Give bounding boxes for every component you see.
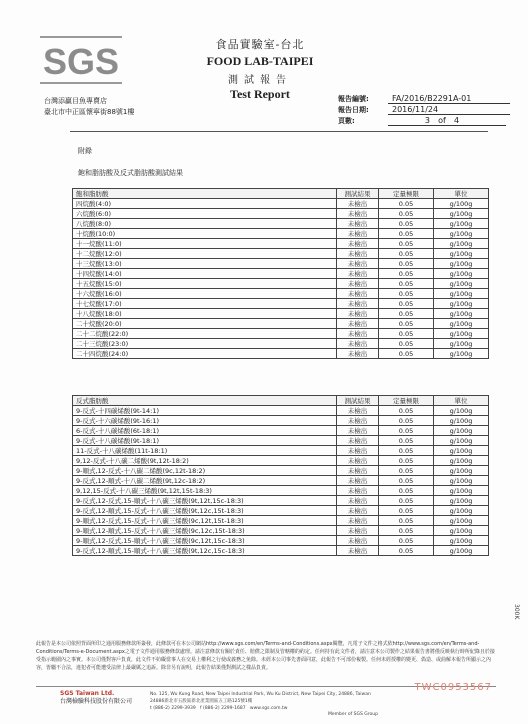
table-cell: 0.05 <box>379 219 434 229</box>
table-cell: 0.05 <box>379 496 434 506</box>
table-cell: 未檢出 <box>337 299 379 309</box>
table-cell: 0.05 <box>379 416 434 426</box>
table-cell: 0.05 <box>379 506 434 516</box>
table-cell: 二十烷酸(20:0) <box>73 319 337 329</box>
saturated-fatty-acid-table <box>72 188 489 359</box>
table-cell: 未檢出 <box>337 426 379 436</box>
website: www.sgs.com.tw <box>249 706 288 711</box>
table-cell: 未檢出 <box>337 466 379 476</box>
table-cell: g/100g <box>434 199 489 209</box>
table-cell: 0.05 <box>379 249 434 259</box>
table-cell: 0.05 <box>379 279 434 289</box>
table-row <box>73 239 489 249</box>
table-cell: 11-反式-十八碳烯酸(11t-18:1) <box>73 446 337 456</box>
company-name-en: SGS Taiwan Ltd. <box>60 690 115 697</box>
table-cell: 四烷酸(4:0) <box>73 199 337 209</box>
header-divider <box>70 131 488 132</box>
table-cell: 0.05 <box>379 289 434 299</box>
table-cell: 9-順式,12-順式,15-反式-十八碳三烯酸(9c,12c,15t-18:3) <box>73 526 337 536</box>
table-row <box>73 536 489 546</box>
table-cell: 0.05 <box>379 486 434 496</box>
table-cell: 0.05 <box>379 259 434 269</box>
table-cell: g/100g <box>434 436 489 446</box>
footer-company <box>60 690 132 706</box>
table-cell: 9-反式-十八碳烯酸(9t-18:1) <box>73 436 337 446</box>
table-cell: 0.05 <box>379 319 434 329</box>
table-cell: g/100g <box>434 209 489 219</box>
table-cell: g/100g <box>434 309 489 319</box>
table-cell: 未檢出 <box>337 249 379 259</box>
table-cell: 未檢出 <box>337 349 379 359</box>
table-cell: 0.05 <box>379 209 434 219</box>
column-header: 單位 <box>434 396 489 406</box>
table-cell: g/100g <box>434 456 489 466</box>
table-cell: 0.05 <box>379 476 434 486</box>
table-cell: 9-順式,12-反式-十八碳二烯酸(9c,12t-18:2) <box>73 466 337 476</box>
page-current: 3 <box>424 115 430 125</box>
table-cell: 9,12,15-反式-十八碳三烯酸(9t,12t,15t-18:3) <box>73 486 337 496</box>
table-cell: 十烷酸(10:0) <box>73 229 337 239</box>
table-row <box>73 269 489 279</box>
table-row <box>73 406 489 416</box>
table-cell: g/100g <box>434 349 489 359</box>
table-cell: 0.05 <box>379 536 434 546</box>
table-cell: g/100g <box>434 466 489 476</box>
table-row <box>73 309 489 319</box>
page-count-label: 頁數: <box>338 116 355 125</box>
column-header: 反式脂肪酸 <box>73 396 337 406</box>
table-cell: g/100g <box>434 219 489 229</box>
table-cell: 未檢出 <box>337 209 379 219</box>
table-row <box>73 446 489 456</box>
table-cell: g/100g <box>434 339 489 349</box>
column-header: 單位 <box>434 189 489 199</box>
table-cell: 0.05 <box>379 436 434 446</box>
table-cell: 未檢出 <box>337 506 379 516</box>
table-row <box>73 506 489 516</box>
table-cell: 未檢出 <box>337 416 379 426</box>
table-cell: 0.05 <box>379 446 434 456</box>
table-cell: g/100g <box>434 536 489 546</box>
address-cn: 24886新北市五股區新北產業園區五工路125號1樓 <box>150 699 253 704</box>
table-cell: 未檢出 <box>337 229 379 239</box>
table-cell: 未檢出 <box>337 259 379 269</box>
table-cell: 未檢出 <box>337 526 379 536</box>
lab-name-en: FOOD LAB-TAIPEI <box>206 54 314 68</box>
table-cell: 八烷酸(8:0) <box>73 219 337 229</box>
table-cell: g/100g <box>434 406 489 416</box>
contact-line <box>150 705 410 712</box>
table-cell: 9-反式,12-順式,15-順式-十八碳三烯酸(9t,12c,15c-18:3) <box>73 546 337 556</box>
report-no-value: FA/2016/B2291A-01 <box>388 94 510 104</box>
table-cell: g/100g <box>434 416 489 426</box>
svg-text:SGS: SGS <box>42 41 120 82</box>
table-cell: g/100g <box>434 546 489 556</box>
serial-number: TWC0953567 <box>414 682 492 693</box>
client-info <box>44 96 134 118</box>
table-row <box>73 319 489 329</box>
table-cell: g/100g <box>434 239 489 249</box>
table-cell: 9-反式-十四碳烯酸(9t-14:1) <box>73 406 337 416</box>
table-cell: 9-反式,12-順式-十八碳二烯酸(9t,12c-18:2) <box>73 476 337 486</box>
table-cell: 未檢出 <box>337 319 379 329</box>
table-cell: 未檢出 <box>337 406 379 416</box>
lab-title-block <box>190 36 330 102</box>
table-cell: 0.05 <box>379 466 434 476</box>
table-cell: g/100g <box>434 476 489 486</box>
table-cell: 0.05 <box>379 426 434 436</box>
table-row <box>73 199 489 209</box>
table-cell: g/100g <box>434 526 489 536</box>
table-cell: 未檢出 <box>337 279 379 289</box>
table-cell: g/100g <box>434 249 489 259</box>
side-code: 300K <box>513 604 520 620</box>
table-row <box>73 229 489 239</box>
table-cell: 9-反式-十六碳烯酸(9t-16:1) <box>73 416 337 426</box>
lab-name-cn: 食品實驗室-台北 <box>215 38 305 51</box>
table-cell: 0.05 <box>379 546 434 556</box>
table-cell: 未檢出 <box>337 339 379 349</box>
page-total: 4 <box>454 115 460 125</box>
table-cell: 未檢出 <box>337 546 379 556</box>
table-cell: 未檢出 <box>337 446 379 456</box>
table-row <box>73 496 489 506</box>
table-row <box>73 339 489 349</box>
table-cell: 0.05 <box>379 526 434 536</box>
table-cell: g/100g <box>434 446 489 456</box>
table-row <box>73 349 489 359</box>
page-of: of <box>438 115 446 125</box>
table-cell: g/100g <box>434 259 489 269</box>
table-cell: g/100g <box>434 269 489 279</box>
table-cell: 0.05 <box>379 239 434 249</box>
table-cell: 0.05 <box>379 199 434 209</box>
table-cell: g/100g <box>434 229 489 239</box>
client-address: 臺北市中正區懷寧街88號1樓 <box>44 108 135 116</box>
member-of-sgs: Member of SGS Group <box>327 712 378 717</box>
table-cell: g/100g <box>434 289 489 299</box>
table-cell: 0.05 <box>379 516 434 526</box>
table-cell: 0.05 <box>379 299 434 309</box>
table-cell: 未檢出 <box>337 289 379 299</box>
phone: t (886-2) 2299-3939 <box>150 706 196 711</box>
table-row <box>73 329 489 339</box>
table-row <box>73 259 489 269</box>
table-cell: 十一烷酸(11:0) <box>73 239 337 249</box>
address-en: No. 125, Wu Kung Road, New Taipei Industrial Park, Wu Ku District, New Taipei City, 24886, Taiwan <box>150 692 371 697</box>
table-cell: 十二烷酸(12:0) <box>73 249 337 259</box>
table-cell: 二十四烷酸(24:0) <box>73 349 337 359</box>
table-cell: 0.05 <box>379 349 434 359</box>
table-row <box>73 426 489 436</box>
table-row <box>73 546 489 556</box>
table-cell: 未檢出 <box>337 516 379 526</box>
table-cell: 未檢出 <box>337 309 379 319</box>
report-date-value: 2016/11/24 <box>388 105 510 115</box>
table-cell: 6-反式-十八碳烯酸(6t-18:1) <box>73 426 337 436</box>
column-header: 測試結果 <box>337 189 379 199</box>
report-date-label: 報告日期: <box>338 105 369 114</box>
column-header: 飽和脂肪酸 <box>73 189 337 199</box>
report-title-en: Test Report <box>230 87 290 101</box>
table-row <box>73 209 489 219</box>
table-cell: 未檢出 <box>337 219 379 229</box>
attachment-label: 附錄 <box>78 147 92 155</box>
table-cell: 未檢出 <box>337 536 379 546</box>
trans-fatty-acid-table <box>72 395 489 556</box>
table-cell: 9-順式,12-反式,15-順式-十八碳三烯酸(9c,12t,15c-18:3) <box>73 536 337 546</box>
footer-disclaimer: 此報告是本公司依照背面所印之通用服務條款所簽發，此條款可在本公司網站http://www.sgs.com/en/Terms-and-Conditions.aspx閱覽，凡電子文件之格式依http://www.sgs.com/en/Terms-and-Conditions/Terms-e-Document.aspx之電子文件通用服務條款處理。請注意條款有關於責任、賠償之限制及管轄權的約定。任何持有此文件者，請注意本公司製作之結果報告書將僅反映執行時所紀錄且於接受指示範圍內之事實。本公司僅對客戶負責，此文件不妨礙當事人在交易上權利之行使或義務之免除。未經本公司事先書面同意，此報告不可部份複製。任何未經授權的變更、偽造、或曲解本報告所顯示之內容，皆屬不合法，違犯者可能遭受法律上最嚴厲之追訴。除非另有說明，此報告結果僅對測試之樣品負責。 <box>36 641 495 671</box>
client-name: 台灣添贏目魚專賣店 <box>44 97 107 105</box>
table-cell: 9-順式,12-反式,15-反式-十八碳三烯酸(9c,12t,15t-18:3) <box>73 516 337 526</box>
table-cell: 十七烷酸(17:0) <box>73 299 337 309</box>
table-cell: 0.05 <box>379 229 434 239</box>
table-cell: 六烷酸(6:0) <box>73 209 337 219</box>
table-cell: 未檢出 <box>337 486 379 496</box>
table-row <box>73 436 489 446</box>
footer-address <box>150 691 410 712</box>
table-cell: 十六烷酸(16:0) <box>73 289 337 299</box>
table-cell: g/100g <box>434 299 489 309</box>
column-header: 測試結果 <box>337 396 379 406</box>
column-header: 定量極限 <box>379 396 434 406</box>
table-row <box>73 486 489 496</box>
table-cell: 十四烷酸(14:0) <box>73 269 337 279</box>
table-cell: 十三烷酸(13:0) <box>73 259 337 269</box>
table-cell: 十八烷酸(18:0) <box>73 309 337 319</box>
table-header-row <box>73 189 489 199</box>
table-cell: 未檢出 <box>337 456 379 466</box>
table-cell: g/100g <box>434 486 489 496</box>
table-row <box>73 416 489 426</box>
table-row <box>73 289 489 299</box>
report-meta <box>338 93 510 126</box>
table-cell: 未檢出 <box>337 239 379 249</box>
table-row <box>73 249 489 259</box>
sgs-logo <box>40 36 122 84</box>
column-header: 定量極限 <box>379 189 434 199</box>
table-cell: 9-反式,12-順式,15-反式-十八碳三烯酸(9t,12c,15t-18:3) <box>73 506 337 516</box>
page-count-value <box>388 116 506 126</box>
table-row <box>73 466 489 476</box>
table-row <box>73 219 489 229</box>
fax: f (886-2) 2299-1687 <box>200 706 246 711</box>
table-cell: 未檢出 <box>337 199 379 209</box>
table-cell: 0.05 <box>379 339 434 349</box>
table-cell: 二十二烷酸(22:0) <box>73 329 337 339</box>
table-cell: g/100g <box>434 516 489 526</box>
table-cell: 未檢出 <box>337 436 379 446</box>
table-cell: g/100g <box>434 506 489 516</box>
table-header-row <box>73 396 489 406</box>
section-title: 飽和脂肪酸及反式脂肪酸測試結果 <box>78 169 183 177</box>
table-cell: 未檢出 <box>337 329 379 339</box>
table-cell: g/100g <box>434 279 489 289</box>
table-cell: 未檢出 <box>337 496 379 506</box>
table-cell: 未檢出 <box>337 269 379 279</box>
table-row <box>73 516 489 526</box>
table-cell: 0.05 <box>379 329 434 339</box>
table-cell: g/100g <box>434 496 489 506</box>
table-cell: 0.05 <box>379 406 434 416</box>
table-row <box>73 299 489 309</box>
table-cell: g/100g <box>434 319 489 329</box>
table-cell: 二十三烷酸(23:0) <box>73 339 337 349</box>
table-cell: 9-反式,12-反式,15-順式-十八碳三烯酸(9t,12t,15c-18:3) <box>73 496 337 506</box>
table-row <box>73 456 489 466</box>
company-name-cn: 台灣檢驗科技股份有限公司 <box>60 698 133 705</box>
report-no-label: 報告編號: <box>338 94 369 103</box>
table-row <box>73 476 489 486</box>
report-title-cn: 測試報告 <box>228 75 292 86</box>
table-cell: 0.05 <box>379 269 434 279</box>
table-cell: 未檢出 <box>337 476 379 486</box>
table-cell: 0.05 <box>379 456 434 466</box>
table-cell: 十五烷酸(15:0) <box>73 279 337 289</box>
table-cell: g/100g <box>434 426 489 436</box>
table-cell: 9,12-反式-十八碳二烯酸(9t,12t-18:2) <box>73 456 337 466</box>
table-cell: g/100g <box>434 329 489 339</box>
table-cell: 0.05 <box>379 309 434 319</box>
table-row <box>73 526 489 536</box>
table-row <box>73 279 489 289</box>
